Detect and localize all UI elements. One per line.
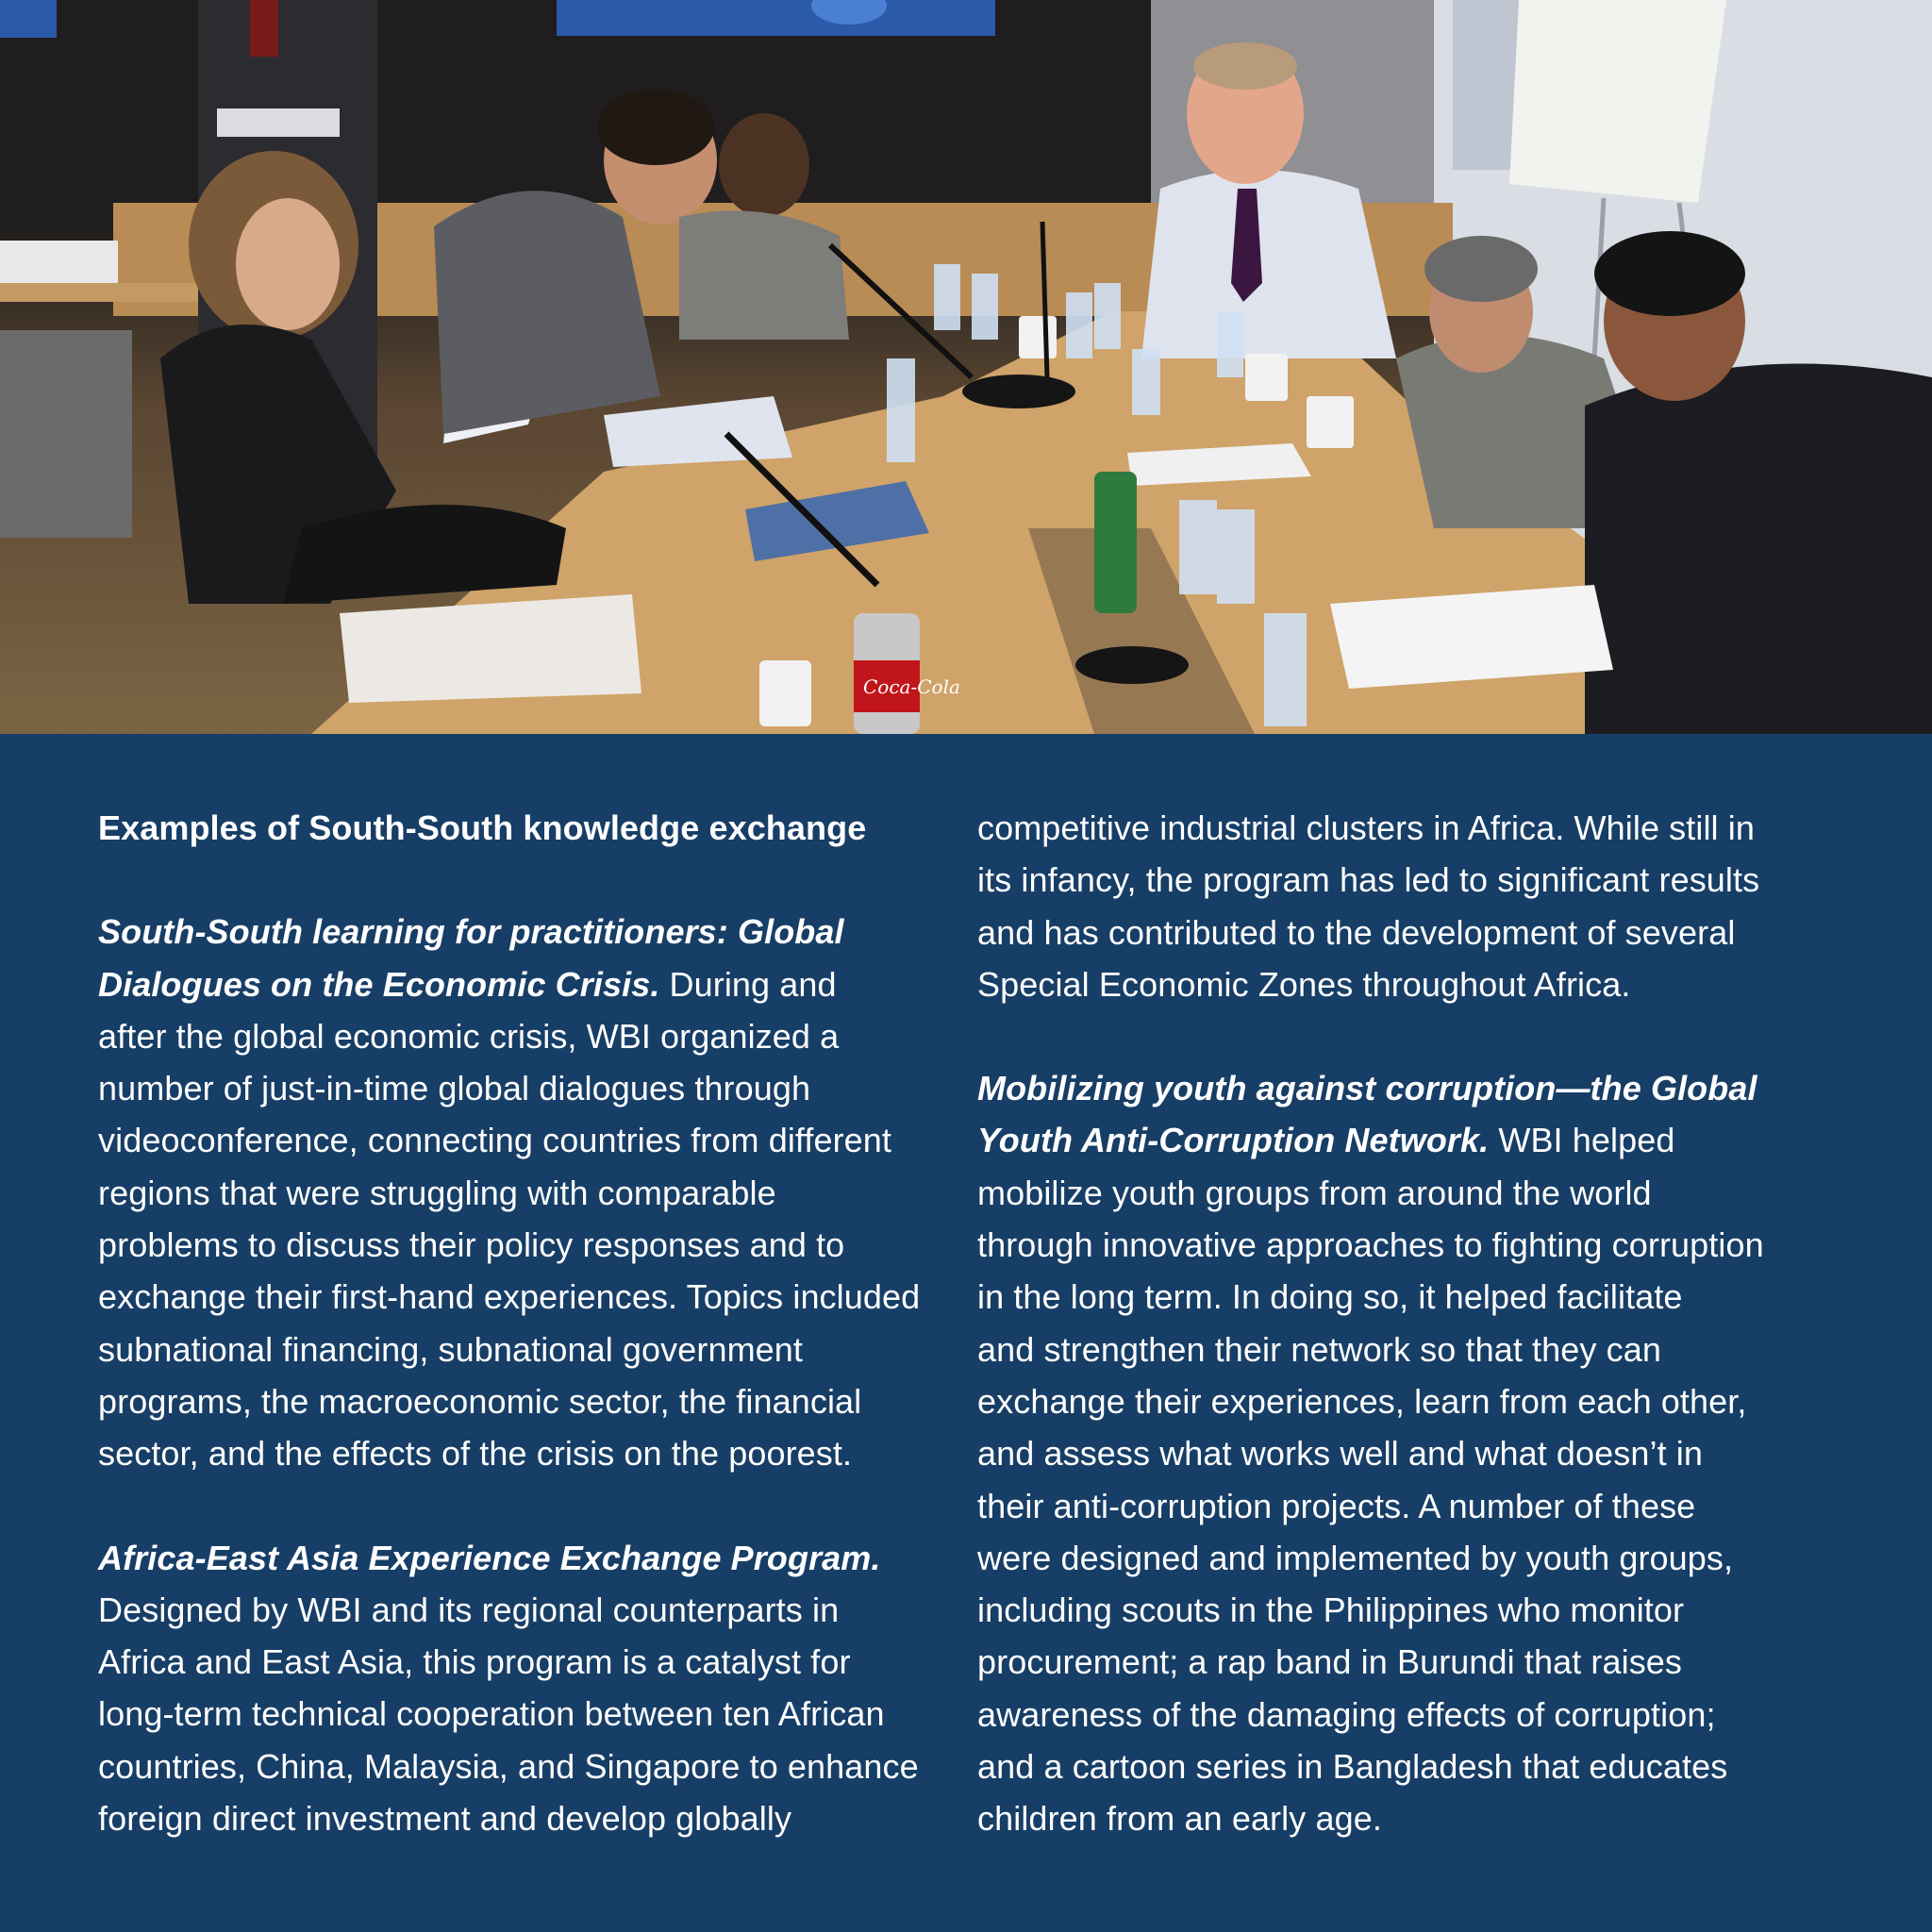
left-column [98, 734, 947, 1896]
paragraph-line: videoconference, connecting countries from different [98, 1121, 892, 1160]
paragraph-africa-east-asia [98, 1532, 947, 1845]
article-text-area [0, 734, 1932, 1932]
paragraph-line: their anti-corruption projects. A number of these [977, 1486, 1696, 1525]
paragraph-title: South-South learning for practitioners: Global [98, 912, 844, 952]
paragraph-line: after the global economic crisis, WBI organized a [98, 1016, 840, 1056]
paragraph-line [98, 1532, 947, 1584]
paragraph-continuation [977, 802, 1845, 1010]
paragraph-line: including scouts in the Philippines who monitor [977, 1591, 1685, 1630]
paragraph-line [98, 958, 947, 1010]
paragraph-title: Africa-East Asia Experience Exchange Program. [98, 1538, 881, 1577]
paragraph-line: number of just-in-time global dialogues through [98, 1069, 811, 1108]
paragraph-line: regions that were struggling with comparable [98, 1173, 776, 1212]
paragraph-line: foreign direct investment and develop globally [98, 1799, 792, 1839]
paragraph-line: awareness of the damaging effects of corruption; [977, 1694, 1716, 1734]
paragraph-youth-anti-corruption [977, 1062, 1845, 1844]
paragraph-line: and has contributed to the development of several [977, 912, 1736, 952]
paragraph-line: Special Economic Zones throughout Africa. [977, 964, 1631, 1004]
paragraph-line: sector, and the effects of the crisis on the poorest. [98, 1434, 853, 1474]
paragraph-line [977, 1114, 1845, 1166]
paragraph-line: procurement; a rap band in Burundi that raises [977, 1642, 1683, 1682]
paragraph-title: Dialogues on the Economic Crisis. [98, 964, 660, 1004]
paragraph-line: in the long term. In doing so, it helped facilitate [977, 1277, 1683, 1317]
paragraph-line: exchange their first-hand experiences. Topics included [98, 1277, 921, 1317]
paragraph-line: countries, China, Malaysia, and Singapore to enhance [98, 1746, 919, 1786]
right-column [977, 734, 1845, 1897]
paragraph-line: children from an early age. [977, 1799, 1382, 1839]
paragraph-line: programs, the macroeconomic sector, the financial [98, 1381, 862, 1421]
meeting-photo [0, 0, 1932, 734]
article-heading: Examples of South-South knowledge exchange [98, 808, 867, 847]
paragraph-line [98, 906, 947, 958]
paragraph-line: long-term technical cooperation between ten African [98, 1694, 885, 1734]
paragraph-line: and strengthen their network so that they can [977, 1329, 1661, 1369]
paragraph-line: subnational financing, subnational government [98, 1329, 804, 1369]
paragraph-line [977, 1062, 1845, 1114]
paragraph-line: Designed by WBI and its regional counterparts in [98, 1590, 840, 1629]
bottle-label: Coca-Cola [863, 675, 960, 698]
paragraph-text: During and [659, 964, 837, 1004]
paragraph-line: exchange their experiences, learn from each other, [977, 1381, 1747, 1421]
paragraph-line: through innovative approaches to fighting corruption [977, 1225, 1764, 1265]
paragraph-line: and a cartoon series in Bangladesh that educates [977, 1747, 1728, 1787]
paragraph-line: and assess what works well and what doesn’t in [977, 1434, 1704, 1474]
paragraph-line: were designed and implemented by youth groups, [977, 1538, 1734, 1577]
paragraph-title: Youth Anti-Corruption Network. [977, 1121, 1490, 1160]
paragraph-line: mobilize youth groups from around the world [977, 1173, 1652, 1212]
meeting-photo-illustration [0, 0, 1932, 734]
paragraph-line: its infancy, the program has led to significant results [977, 860, 1760, 900]
paragraph-title: Mobilizing youth against corruption—the Global [977, 1069, 1757, 1108]
paragraph-line: Africa and East Asia, this program is a catalyst for [98, 1642, 851, 1682]
paragraph-line: problems to discuss their policy responses and to [98, 1225, 845, 1265]
paragraph-line: competitive industrial clusters in Africa. While still in [977, 808, 1755, 847]
paragraph-global-dialogues [98, 906, 947, 1479]
paragraph-text: WBI helped [1489, 1121, 1675, 1160]
